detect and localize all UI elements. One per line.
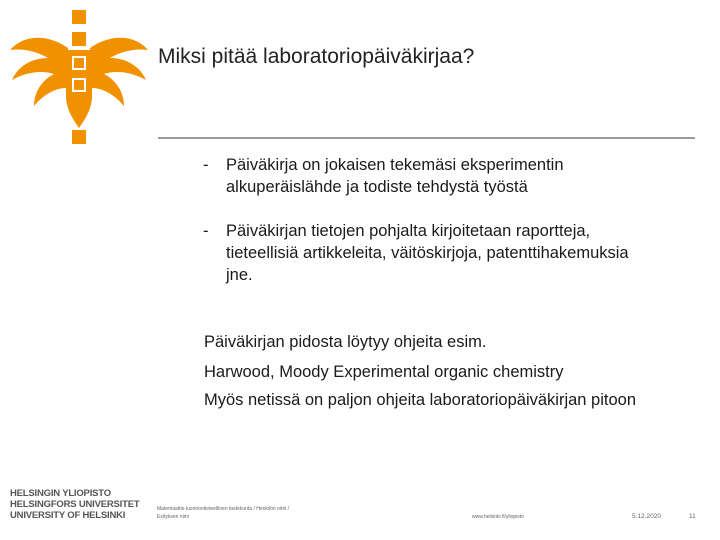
bullet-line: Päiväkirjan tietojen pohjalta kirjoitetaan raportteja, [226,222,591,240]
footer-faculty: Matemaattis-luonnontieteellinen tiedekunta / Henkilön nimi / [157,506,290,512]
bullet-list [203,154,693,308]
university-name-sv: HELSINGFORS UNIVERSITET [10,499,140,510]
footer-url: www.helsinki.fi/yliopisto [472,514,524,520]
bullet-line: Päiväkirja on jokaisen tekemäsi eksperimentin [226,156,564,174]
university-name-fi: HELSINGIN YLIOPISTO [10,488,111,499]
university-flame-logo-icon [8,4,153,149]
bullet-line: jne. [226,266,253,284]
footer-presentation: Esityksen nimi [157,514,189,520]
bullet-line: alkuperäislähde ja todiste tehdystä työstä [226,178,528,196]
university-name [10,488,139,521]
footer-date: 5.12.2020 [632,513,661,520]
footer-page-number: 11 [689,513,696,520]
paragraph-reference: Harwood, Moody Experimental organic chemistry [204,363,564,381]
bullet-line: tieteellisiä artikkeleita, väitöskirjoja, patenttihakemuksia [226,244,629,262]
title-divider [158,137,695,139]
bullet-marker: - [203,222,209,240]
paragraph-internet: Myös netissä on paljon ohjeita laboratoriopäiväkirjan pitoon [204,391,637,409]
bullet-marker: - [203,156,209,174]
slide-title: Miksi pitää laboratoriopäiväkirjaa? [158,45,475,68]
bullet-item [203,220,693,286]
paragraph-guidance: Päiväkirjan pidosta löytyy ohjeita esim. [204,333,487,351]
bullet-item [203,154,693,198]
university-name-en: UNIVERSITY OF HELSINKI [10,510,126,521]
